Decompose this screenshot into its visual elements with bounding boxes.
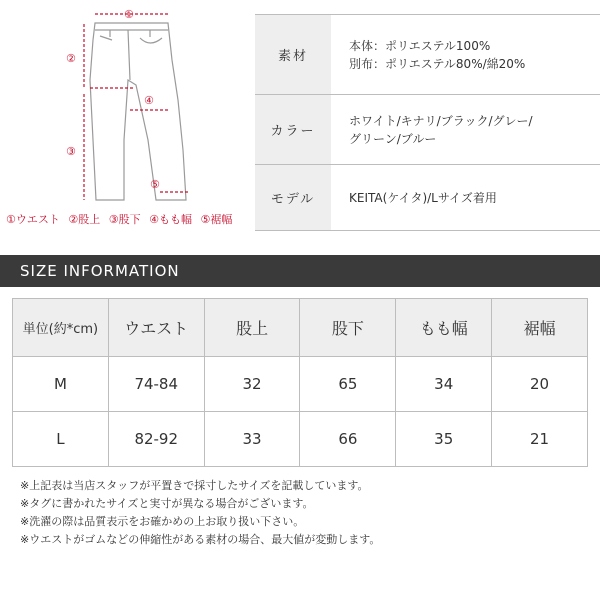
size-label: L (13, 412, 109, 467)
spec-value (331, 15, 600, 95)
table-cell: 33 (204, 412, 300, 467)
spec-line: 別布：ポリエステル80%/綿20% (349, 56, 526, 71)
spec-table (255, 14, 600, 231)
marker-2: ② (66, 52, 76, 65)
header-inseam: 股下 (300, 299, 396, 357)
size-label: M (13, 357, 109, 412)
note-line: ※洗濯の際は品質表示をお確かめの上お取り扱い下さい。 (20, 515, 305, 528)
note-line: ※ウエストがゴムなどの伸縮性がある素材の場合、最大値が変動します。 (20, 533, 381, 546)
marker-4: ④ (144, 94, 154, 107)
header-unit: 単位(約*cm) (13, 299, 109, 357)
legend-waist: ①ウエスト (6, 213, 60, 226)
pants-outline (90, 23, 186, 200)
legend-hem: ⑤裾幅 (200, 213, 233, 226)
table-cell: 65 (300, 357, 396, 412)
header-thigh: もも幅 (396, 299, 492, 357)
table-cell: 35 (396, 412, 492, 467)
note-line: ※上記表は当店スタッフが平置きで採寸したサイズを記載しています。 (20, 479, 369, 492)
size-header-row (13, 299, 588, 357)
note-line: ※タグに書かれたサイズと実寸が異なる場合がございます。 (20, 497, 314, 510)
table-cell: 32 (204, 357, 300, 412)
marker-3: ③ (66, 145, 76, 158)
legend-inseam: ③股下 (108, 213, 141, 226)
header-waist: ウエスト (108, 299, 204, 357)
table-cell: 20 (492, 357, 588, 412)
measure-legend (6, 210, 244, 229)
table-cell: 74-84 (108, 357, 204, 412)
section-title: SIZE INFORMATION (0, 255, 600, 287)
header-rise: 股上 (204, 299, 300, 357)
spec-row-material (255, 15, 600, 95)
spec-line: KEITA(ケイタ)/Lサイズ着用 (349, 190, 497, 205)
table-row (13, 357, 588, 412)
spec-value (331, 95, 600, 165)
table-cell: 82-92 (108, 412, 204, 467)
header-hem: 裾幅 (492, 299, 588, 357)
legend-rise: ②股上 (68, 213, 101, 226)
pants-diagram (0, 0, 245, 255)
spec-row-color (255, 95, 600, 165)
marker-1: ① (124, 8, 134, 21)
spec-line: 本体：ポリエステル100% (349, 38, 491, 53)
spec-line: ホワイト/キナリ/ブラック/グレー/ (349, 113, 533, 128)
spec-value (331, 165, 600, 231)
spec-key: モデル (255, 165, 331, 231)
spec-key: 素材 (255, 15, 331, 95)
table-cell: 34 (396, 357, 492, 412)
marker-5: ⑤ (150, 178, 160, 191)
size-notes (20, 477, 590, 549)
spec-line: グリーン/ブルー (349, 131, 437, 146)
table-row (13, 412, 588, 467)
table-cell: 66 (300, 412, 396, 467)
size-table (12, 298, 588, 467)
table-cell: 21 (492, 412, 588, 467)
legend-thigh: ④もも幅 (149, 213, 192, 226)
spec-key: カラー (255, 95, 331, 165)
spec-row-model (255, 165, 600, 231)
measure-lines (84, 14, 188, 200)
pants-illustration (0, 0, 245, 210)
